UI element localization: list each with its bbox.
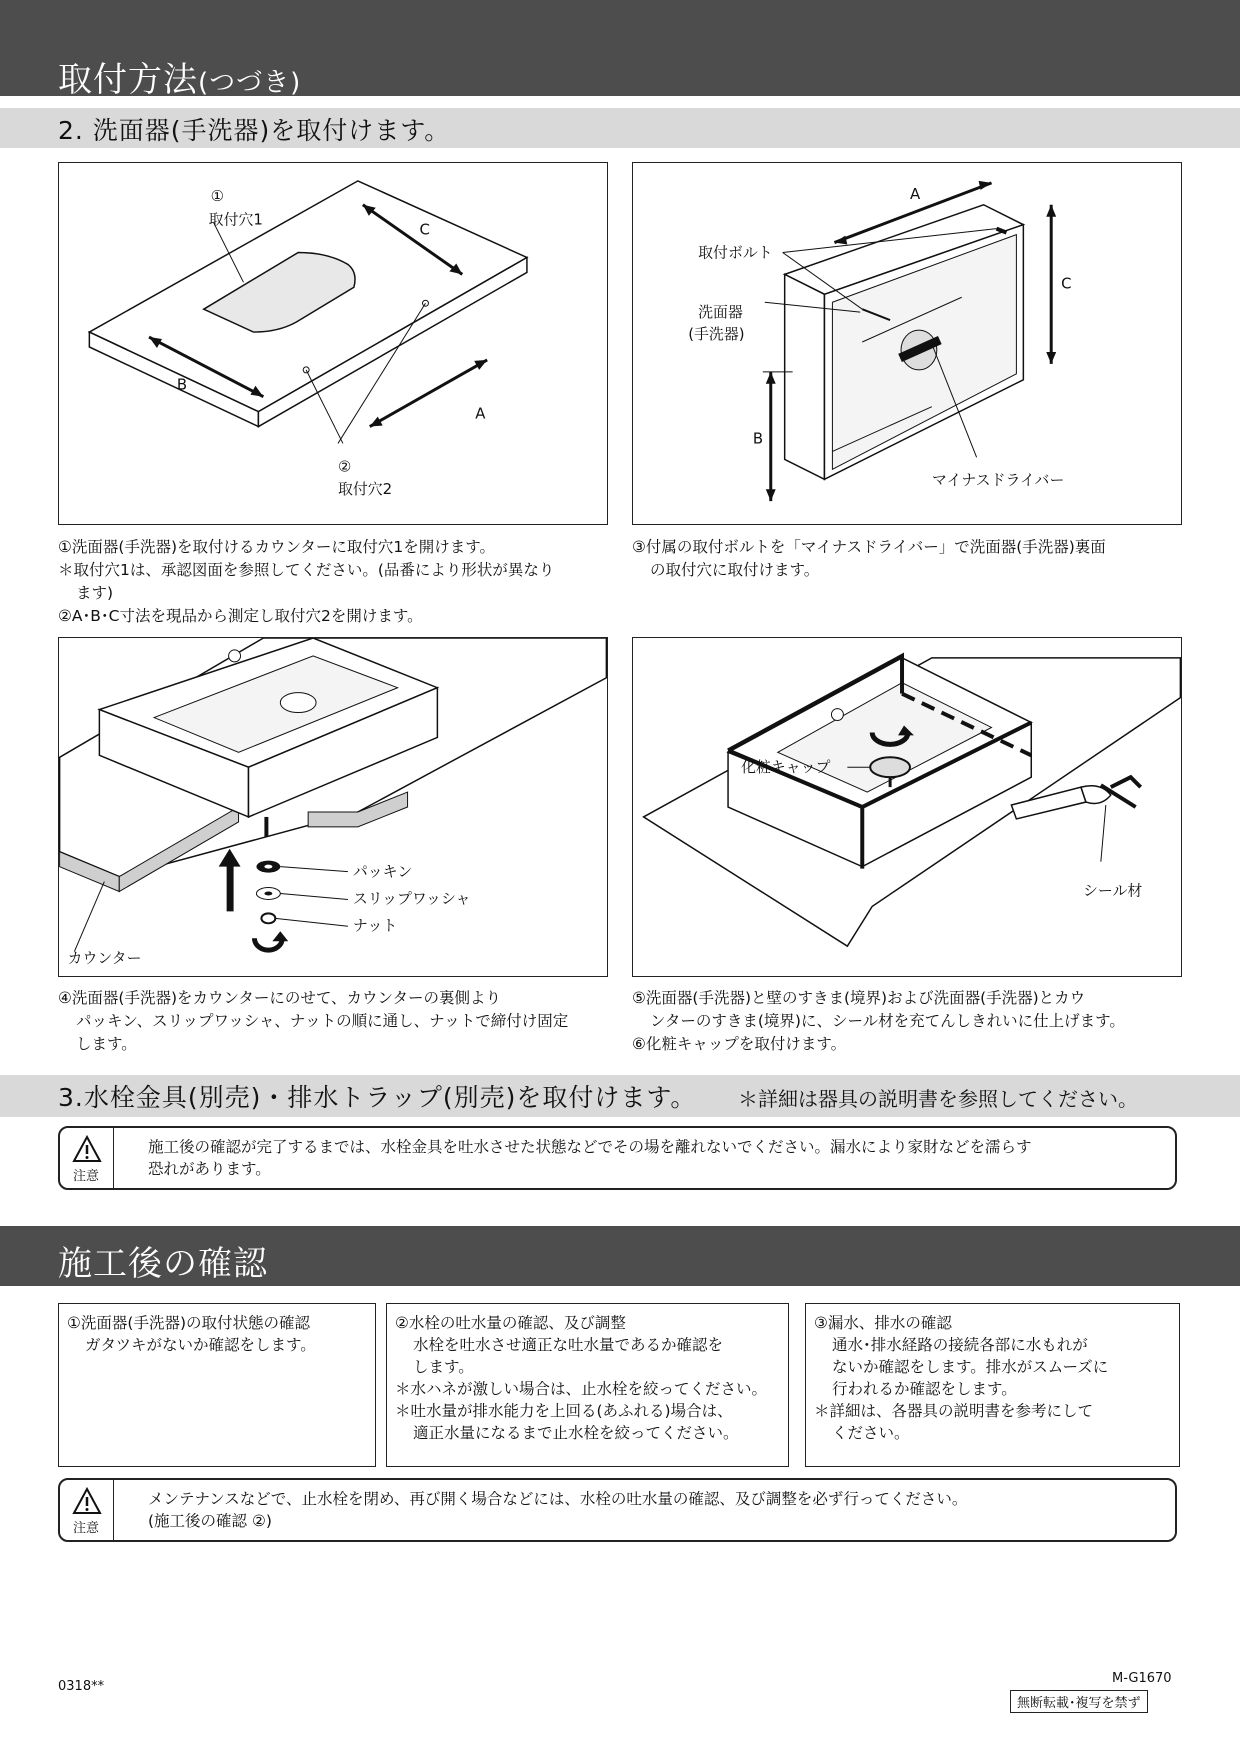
check-box-1: ①洗面器(手洗器)の取付状態の確認 ガタツキがないか確認をします。 [58, 1303, 376, 1467]
caption-step-1-2: ①洗面器(手洗器)を取付けるカウンターに取付穴1を開けます。 ＊取付穴1は、承認図面を参照してください。(品番により形状が異なり ます) ②A･B･C寸法を現品から測定し取付穴2を開けます。 [58, 538, 555, 625]
basin-label-1: 洗面器 [698, 303, 743, 322]
footer-code-right: M-G1670 [1112, 1671, 1172, 1686]
copyright-notice: 無断転載･複写を禁ず [1010, 1690, 1148, 1713]
dimension-a-label: A [909, 184, 921, 203]
dimension-c-label: C [1061, 274, 1072, 293]
hole2-number: ② [337, 457, 352, 476]
dimension-b-label: B [176, 375, 188, 394]
caution-label: 注意 [72, 1521, 99, 1536]
section-3-bar [0, 1075, 1240, 1117]
section-3-note: ＊詳細は器具の説明書を参照してください。 [738, 1087, 1138, 1111]
caption-step-4: ④洗面器(手洗器)をカウンターにのせて、カウンターの裏側より パッキン、スリップワッシャ、ナットの順に通し、ナットで締付け固定 します。 [58, 989, 569, 1053]
caution-box-2 [58, 1478, 1177, 1542]
caution-text-1: 施工後の確認が完了するまでは、水栓金具を吐水させた状態などでその場を離れないでください。漏水により家財などを濡らす 恐れがあります。 [148, 1138, 1032, 1178]
basin-label-2: (手洗器) [688, 325, 745, 344]
nut-label: ナット [352, 916, 398, 935]
figure-counter-holes [58, 162, 608, 525]
caution-text-2: メンテナンスなどで、止水栓を閉め、再び開く場合などには、水栓の吐水量の確認、及び調整を必ず行ってください。 (施工後の確認 ②) [148, 1490, 968, 1530]
check-box-3: ③漏水、排水の確認 通水･排水経路の接続各部に水もれが ないか確認をします。排水がスムーズに 行われるか確認をします。 ＊詳細は、各器具の説明書を参考にして ください。 [805, 1303, 1180, 1467]
figure-basin-fixing [58, 637, 608, 977]
hole2-label: 取付穴2 [337, 480, 393, 499]
header-bar-2 [0, 1226, 1240, 1286]
warning-triangle-icon [72, 1135, 102, 1163]
bolt-label: 取付ボルト [698, 243, 773, 262]
caption-step-5-6: ⑤洗面器(手洗器)と壁のすきま(境界)および洗面器(手洗器)とカウ ンターのすきま(境界)に、シール材を充てんしきれいに仕上げます。 ⑥化粧キャップを取付けます。 [632, 989, 1125, 1053]
cap-label: 化粧キャップ [740, 758, 831, 777]
hole1-label: 取付穴1 [208, 210, 263, 229]
sealant-label: シール材 [1082, 881, 1143, 900]
header-bar [0, 0, 1240, 100]
section-3-title: 3.水栓金具(別売)・排水トラップ(別売)を取付けます。 [58, 1083, 697, 1112]
page-title: 取付方法(つづき) [58, 60, 302, 100]
caution-box-1 [58, 1126, 1177, 1190]
dimension-c-label: C [419, 220, 430, 239]
post-install-title: 施工後の確認 [58, 1244, 268, 1284]
dimension-b-label: B [752, 429, 764, 448]
dimension-a-label: A [475, 404, 486, 423]
caption-step-3: ③付属の取付ボルトを「マイナスドライバー」で洗面器(手洗器)裏面 の取付穴に取付けます。 [632, 538, 1106, 579]
figure-sealant-cap [632, 637, 1182, 977]
counter-label: カウンター [67, 949, 142, 968]
caution-icon-block [60, 1480, 114, 1540]
washer-label: スリップワッシャ [352, 889, 471, 908]
driver-label: マイナスドライバー [931, 471, 1065, 490]
packing-label: パッキン [352, 862, 413, 881]
section-2-bar [0, 108, 1240, 148]
caution-icon-block [60, 1128, 114, 1188]
hole1-number: ① [210, 186, 225, 205]
footer-code-left: 0318** [58, 1679, 105, 1694]
caution-label: 注意 [72, 1169, 99, 1184]
warning-triangle-icon [72, 1487, 102, 1515]
section-2-title: 2. 洗面器(手洗器)を取付けます。 [58, 116, 451, 145]
figure-basin-bolts [632, 162, 1182, 525]
check-box-2: ②水栓の吐水量の確認、及び調整 水栓を吐水させ適正な吐水量であるか確認を します。 ＊水ハネが激しい場合は、止水栓を絞ってください。 ＊吐水量が排水能力を上回る(あふれる)場合は、 適正水量になるまで止水栓を絞ってください。 [386, 1303, 789, 1467]
